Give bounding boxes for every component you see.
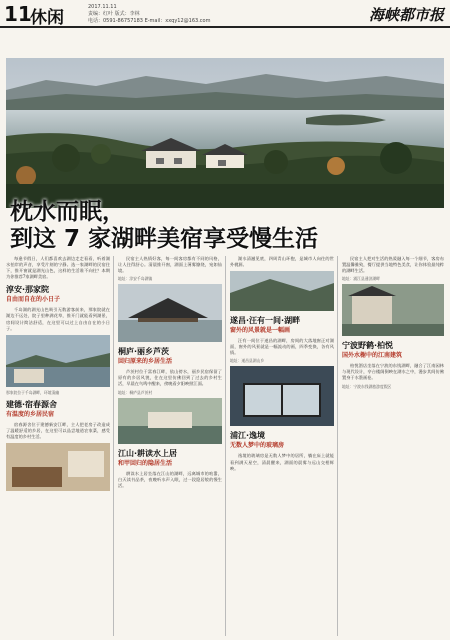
column-divider (337, 256, 338, 636)
photo-caption: 地址：遂昌县湖山乡 (230, 358, 265, 364)
page-number: 11 (4, 2, 32, 26)
article-paragraph: 柏悦酒店坐落在宁波的东钱湖畔，融合了江南园林与现代设计，亭台楼阁倒映在湖水之中，漫步其间仿佛置身于水墨画卷。 (342, 363, 444, 381)
article-paragraph: 芦茨村位于富春江畔，依山傍水，丽乡民宿保留了原有的乡居风貌，住在这里仿佛回到了过去的乡村生活，早晨在鸟鸣中醒来，傍晚看夕阳映照江面。 (118, 369, 222, 387)
article-subheading: 回归原来的乡居生活 (118, 358, 173, 366)
article-heading: 宁波野鹤·柏悦 (342, 341, 394, 351)
issue-date: 2017.11.11 (88, 4, 117, 10)
intro-paragraph: 每逢节假日，人们都喜欢去湖边走走看看，听着湖水拍岸的声音，享受片刻的宁静。选一家湖畔的民宿住下，推开窗就是湖光山色，这样的生活谁不向往？本期为你推荐7家湖畔美宿。 (6, 256, 110, 280)
address-note: 地址：淳安千岛湖镇 (118, 276, 153, 282)
article-heading: 淳安·那家院 (6, 285, 50, 295)
article-subheading: 国外水榭中的江南建筑 (342, 352, 403, 360)
article-heading: 江山·耕读水上居 (118, 448, 178, 458)
article-heading: 遂昌·汪有一间·湖畔 (230, 316, 301, 326)
headline (10, 199, 318, 253)
article-paragraph: 逸境的玻璃房是无数人梦中的居所，躺在床上就能看到满天星空，清晨醒来，湖面的晨雾与远山交相辉映。 (230, 453, 334, 471)
article-paragraph: 千岛湖的湖光山色吸引无数游客前来，那家院就在湖边不远处，院子里种满花草，推开门就能看到湖景，房间设计简洁舒适，在这里可以过上自由自在的小日子。 (6, 307, 110, 331)
article-paragraph: 湖水清澈见底，四周青山环抱，是城市人向往的世外桃源。 (230, 256, 334, 268)
column-4 (342, 256, 444, 392)
article-subheading: 有温度的乡居民宿 (6, 410, 55, 418)
editor-line: 责编：红叶 版式：李林 (88, 11, 140, 17)
riverside-photo (118, 398, 222, 444)
article-paragraph: 耕读水上居坐落在江山的湖畔，远离城市的喧嚣，白天读书品茶，夜晚听水声入眠，过一段隐居般的慢生活。 (118, 470, 222, 488)
mountain-lake-photo (230, 271, 334, 311)
glass-house-photo (230, 366, 334, 426)
article-paragraph: 民宿主人把对生活的热爱融入每一个细节，客房布置温馨雅致，餐厅提供当地特色美食，让你体验最纯粹的湖畔生活。 (342, 256, 444, 274)
pavilion-photo (118, 284, 222, 342)
article-paragraph: 汪有一间位于遂昌的湖畔，房间的大落地窗正对湖面，窗外的风景就是一幅流动的画，四季变换，各有风情。 (230, 338, 334, 356)
courtyard-photo (342, 284, 444, 336)
header-meta (88, 4, 210, 25)
article-heading: 桐庐·丽乡芦茨 (118, 347, 170, 357)
article-subheading: 窗外的风景就是一幅画 (230, 327, 291, 335)
article-paragraph: 宿春源舍位于建德新安江畔，主人把老房子改造成了温暖舒适的乡居，在这里可以品尝地道农家菜，感受有温度的乡村生活。 (6, 421, 110, 439)
column-2 (118, 256, 222, 491)
lakeside-photo (6, 335, 110, 387)
photo-caption: 地址：桐庐县芦茨村 (118, 389, 153, 395)
headline-line-2: 到这 7 家湖畔美宿享受慢生活 (10, 226, 319, 252)
article-subheading: 无数人梦中的玻璃房 (230, 442, 285, 450)
article-heading: 建德·宿春源舍 (6, 399, 58, 409)
article-subheading: 自由而自在的小日子 (6, 296, 61, 304)
interior-photo (6, 443, 110, 491)
photo-caption: 那家院位于千岛湖畔，环境清幽 (6, 389, 60, 395)
hero-photo (6, 58, 444, 208)
masthead-logo: 海峡都市报 (368, 6, 444, 24)
section-title: 休闲 (30, 8, 64, 28)
column-divider (225, 256, 226, 636)
column-3 (230, 256, 334, 474)
photo-caption: 地址：宁波东钱湖旅游度假区 (342, 383, 392, 389)
column-divider (113, 256, 114, 636)
address-note: 地址：浦江县通济湖畔 (342, 276, 380, 282)
article-subheading: 和甲回归的隐居生活 (118, 459, 173, 467)
headline-line-1: 枕水而眠， (10, 199, 125, 225)
page-header (0, 0, 450, 28)
contact-line: 电话：0591-86757183 E-mail：xxqy12@163.com (88, 18, 211, 24)
lake-landscape-image (6, 58, 444, 208)
article-heading: 浦江·逸境 (230, 431, 266, 441)
article-paragraph: 民宿主人热情好客，每一间客房都有不同的风格，让人住得舒心。清晨推开窗，湖面上薄雾缭绕，宛如仙境。 (118, 256, 222, 274)
column-1 (6, 256, 110, 494)
